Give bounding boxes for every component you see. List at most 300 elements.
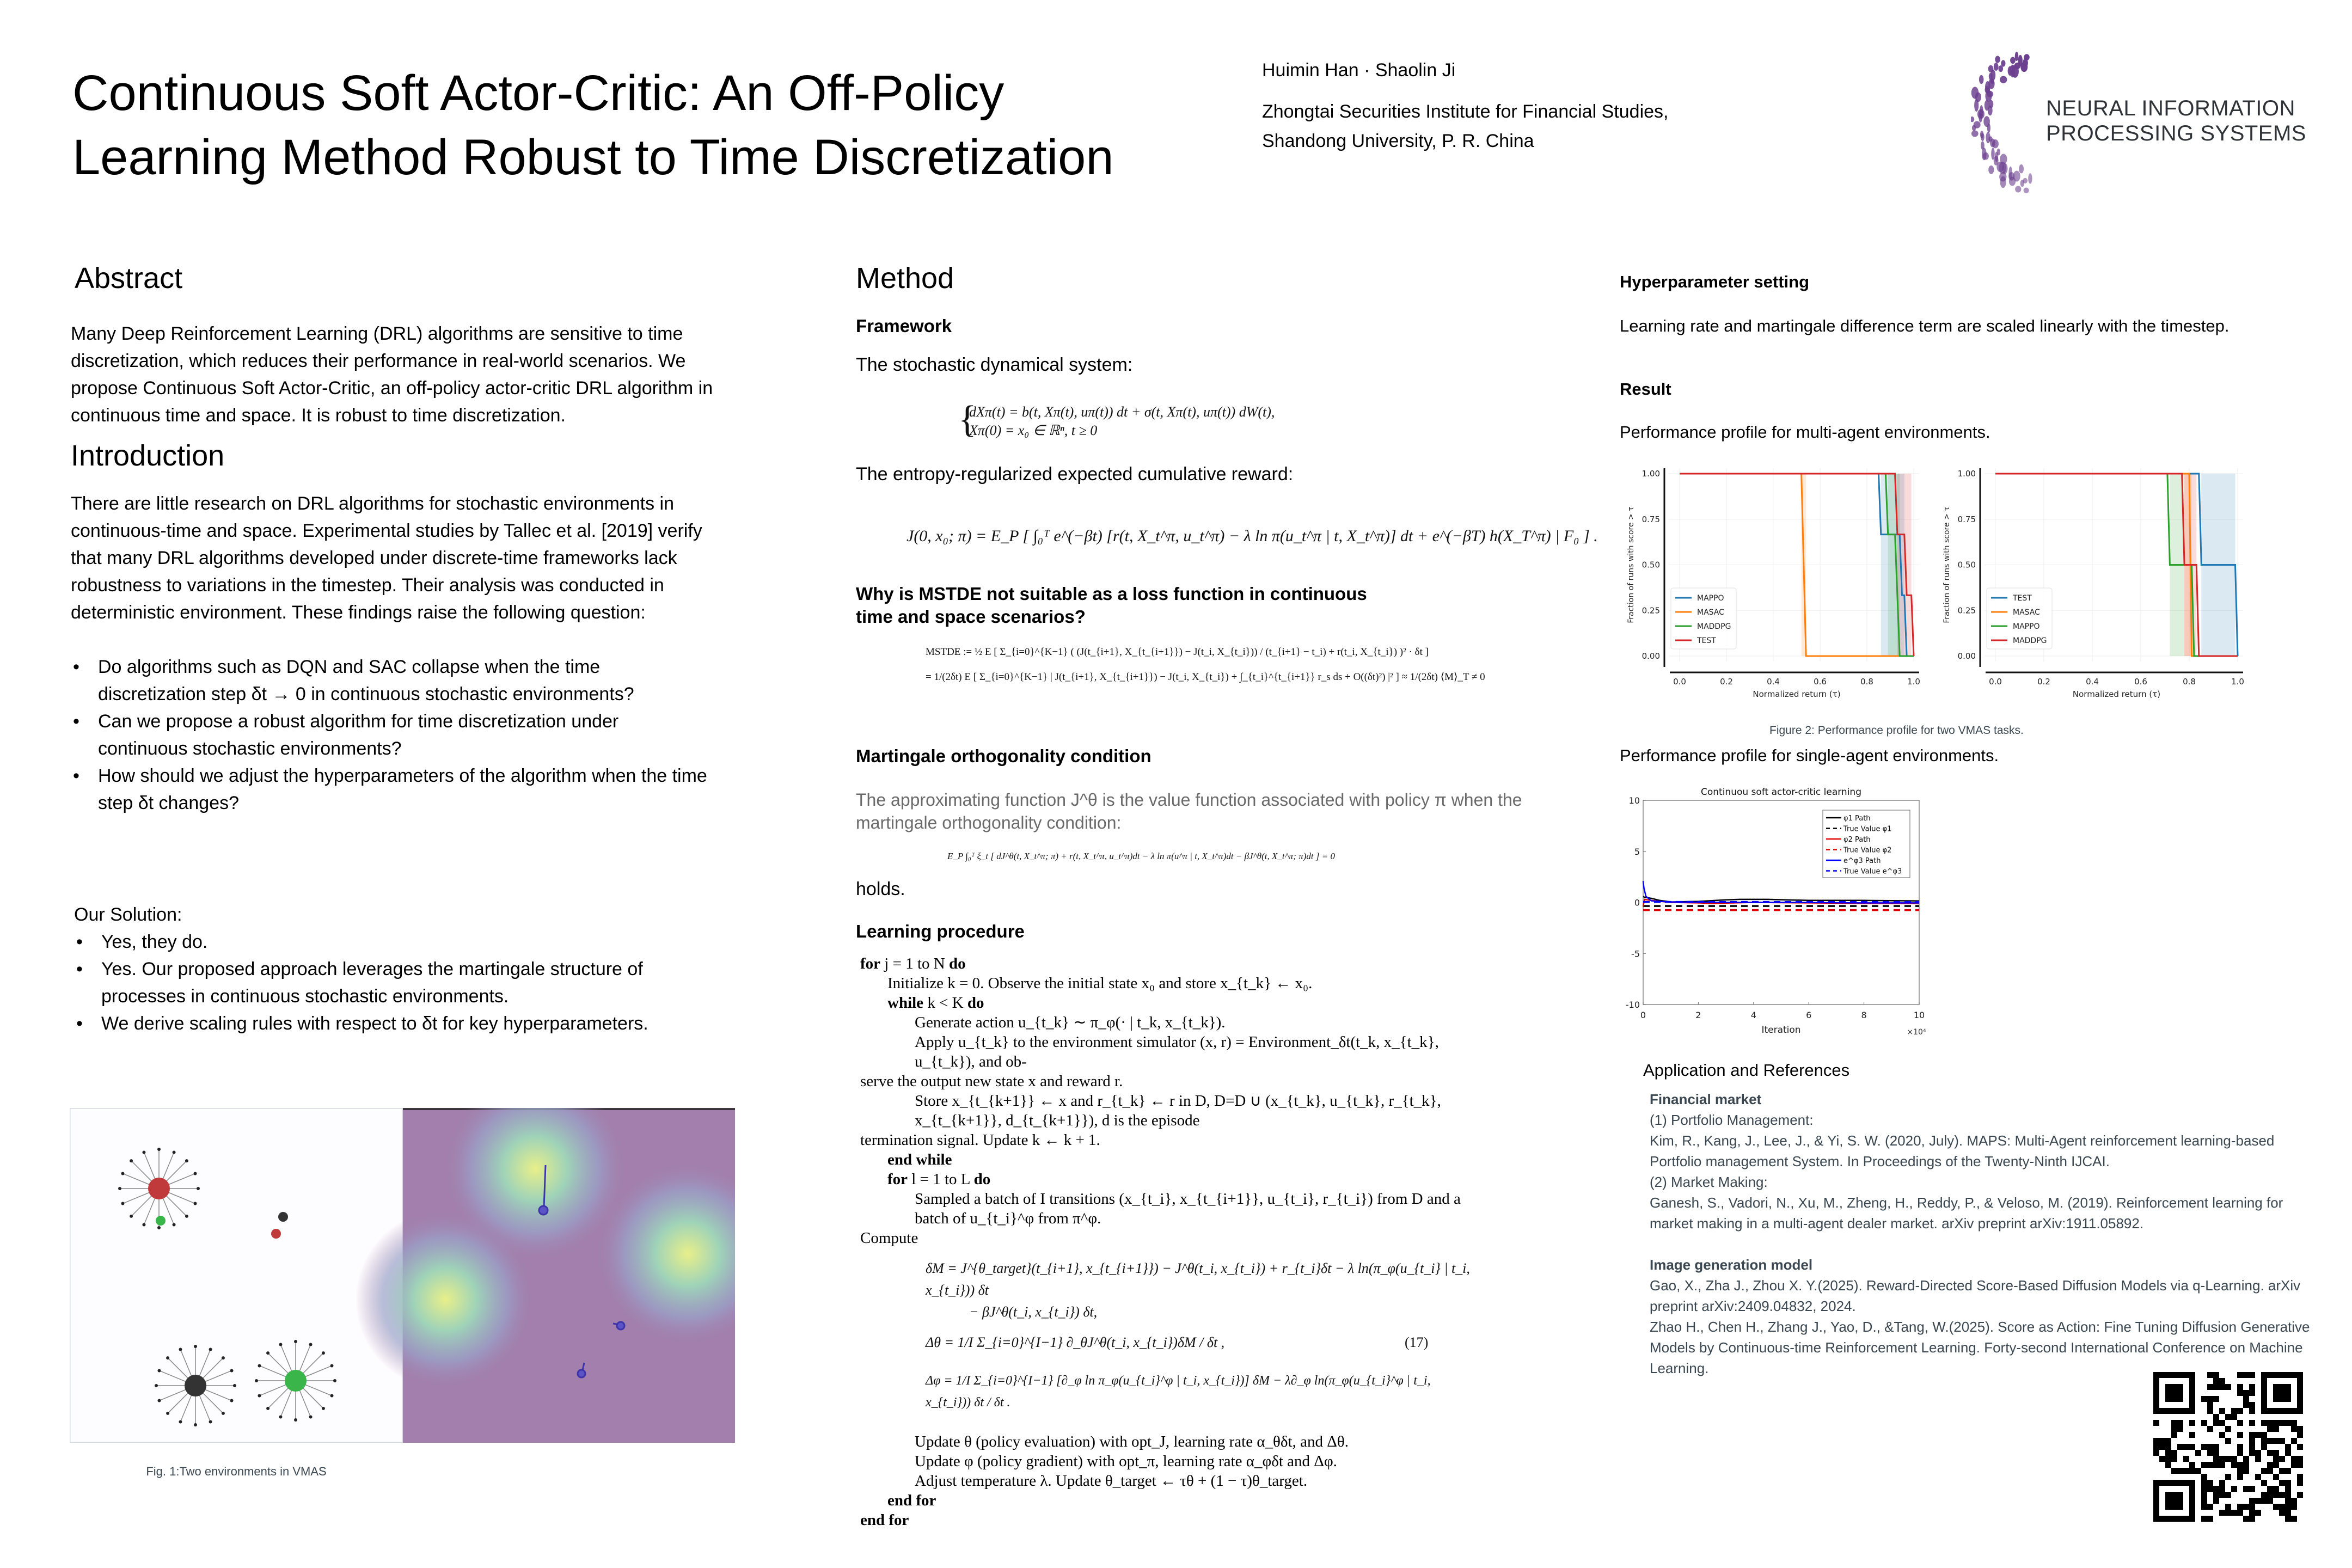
martingale-equation: E_P ∫₀ᵀ ξ_t [ dJ^θ(t, X_t^π; π) + r(t, X_t^π, u_t^π)dt − λ ln π(u^π | t, X_t^π)dt − βJ^θ(t, X_t^π; π)dt ] = 0 — [947, 851, 1335, 861]
x-tick-label: 8 — [1861, 1010, 1867, 1020]
mstde-eq-line-2: = 1/(2δt) E [ Σ_{i=0}^{K−1} | J(t_{i+1}, X_{t_{i+1}}) − J(t_i, X_{t_i}) + ∫_{t_i}^{t_{i+1}} r_s ds + O((δt)²) |² ] ≈ 1/(2δt) ⟨M⟩_T ≠ 0 — [926, 671, 1485, 683]
qr-module — [2297, 1444, 2303, 1450]
sensor-tip — [222, 1356, 225, 1359]
legend-entry: MADDPG — [2013, 636, 2047, 645]
sds-equation — [958, 399, 1275, 440]
qr-module — [2189, 1444, 2195, 1450]
qr-module — [2237, 1462, 2243, 1468]
confidence-band-test — [1897, 474, 1912, 656]
algorithm-line: end while — [887, 1151, 952, 1168]
qr-module — [2183, 1444, 2189, 1450]
sensor-tip — [230, 1369, 234, 1372]
qr-module — [2243, 1396, 2249, 1402]
qr-module — [2279, 1492, 2285, 1498]
qr-module — [2297, 1462, 2303, 1468]
qr-module — [2243, 1504, 2249, 1510]
qr-module — [2231, 1486, 2237, 1492]
x-tick-label: 0.0 — [1989, 677, 2002, 687]
qr-module — [2183, 1468, 2189, 1474]
legend-entry: True Value e^φ3 — [1843, 867, 1902, 876]
qr-module — [2273, 1504, 2279, 1510]
qr-module — [2249, 1408, 2255, 1414]
x-tick-label: 0.0 — [1673, 677, 1686, 687]
qr-module — [2291, 1426, 2297, 1432]
qr-module — [2183, 1456, 2189, 1462]
sensor-tip — [142, 1150, 145, 1154]
sensor-tip — [258, 1364, 261, 1367]
qr-module — [2201, 1504, 2207, 1510]
algorithm-line: while k < K do — [887, 994, 984, 1012]
question-item: • Do algorithms such as DQN and SAC collapse when the time discretization step δt → 0 in continuous stochastic environments? — [71, 653, 713, 708]
legend-entry: MADDPG — [1697, 622, 1731, 631]
algorithm-line: Store x_{t_{k+1}} ← x and r_{t_k} ← r in D, D=D ∪ (x_{t_k}, u_{t_k}, r_{t_k}, x_{t_{k+1}}, d_{t_{k+1}}), d is the episode — [915, 1092, 1441, 1129]
neurips-logo — [1971, 42, 2319, 195]
qr-module — [2261, 1438, 2267, 1444]
qr-module — [2219, 1492, 2225, 1498]
qr-module — [2207, 1504, 2213, 1510]
qr-module — [2255, 1474, 2261, 1480]
reference-item: Ganesh, S., Vadori, N., Xu, M., Zheng, H., Reddy, P., & Veloso, M. (2019). Reinforcement learning for market making in a multi-agent dealer market. arXiv preprint arXiv:1911.05892. — [1650, 1195, 2283, 1232]
env1-background — [70, 1108, 403, 1443]
financial-market-heading: Financial market — [1650, 1091, 1762, 1107]
qr-module — [2273, 1420, 2279, 1426]
eq-delta-phi: Δφ = 1/I Σ_{i=0}^{I−1} [∂_φ ln π_φ(u_{t_i}^φ | t_i, x_{t_i})] δM − λ∂_φ ln(π_φ(u_{t_i}^φ | t_i, x_{t_i})) δt / δt . — [926, 1374, 1431, 1410]
qr-module — [2201, 1498, 2207, 1504]
qr-module — [2249, 1486, 2255, 1492]
qr-module — [2243, 1468, 2249, 1474]
x-tick-label: 0.4 — [1767, 677, 1780, 687]
eq-delta-m-1: δM = J^{θ_target}(t_{i+1}, x_{t_{i+1}}) − J^θ(t_i, x_{t_i}) + r_{t_i}δt − λ ln(π_φ(u_{t_i} | t_i, x_{t_i})) δt — [926, 1260, 1470, 1298]
learning-heading: Learning procedure — [856, 921, 1025, 941]
qr-module — [2231, 1408, 2237, 1414]
qr-module — [2201, 1462, 2207, 1468]
logo-dot — [2019, 164, 2024, 174]
qr-module — [2267, 1462, 2273, 1468]
y-axis-label: Fraction of runs with score > τ — [1627, 506, 1636, 623]
algorithm-line: Compute — [860, 1229, 918, 1247]
update-equations — [860, 1258, 1470, 1413]
x-tick-label: 0.8 — [2183, 677, 2196, 687]
qr-module — [2201, 1492, 2207, 1498]
qr-module — [2207, 1426, 2213, 1432]
logo-dot — [2024, 188, 2029, 193]
qr-module — [2237, 1510, 2243, 1516]
qr-module — [2249, 1402, 2255, 1408]
qr-module — [2219, 1462, 2225, 1468]
sensor-tip — [194, 1423, 197, 1426]
qr-module — [2273, 1450, 2279, 1456]
qr-module — [2225, 1474, 2231, 1480]
qr-module — [2261, 1420, 2267, 1426]
qr-module — [2213, 1372, 2219, 1378]
x-multiplier: ×10⁴ — [1907, 1028, 1926, 1037]
algorithm-line: Update φ (policy gradient) with opt_π, learning rate α_φδt and Δφ. — [915, 1453, 1337, 1470]
sensor-tip — [166, 1412, 169, 1415]
sensor-tip — [157, 1148, 161, 1151]
qr-module — [2213, 1498, 2219, 1504]
sensor-tip — [330, 1394, 334, 1398]
qr-module — [2237, 1390, 2243, 1396]
title-line-2: Learning Method Robust to Time Discretization — [72, 130, 1114, 185]
qr-module — [2237, 1432, 2243, 1438]
qr-module — [2219, 1432, 2225, 1438]
sensor-tip — [194, 1202, 197, 1205]
references-block — [1650, 1089, 2352, 1379]
qr-module — [2153, 1420, 2159, 1426]
qr-module — [2279, 1438, 2285, 1444]
qr-module — [2207, 1396, 2213, 1402]
sensor-tip — [333, 1379, 336, 1382]
x-tick-label: 10 — [1913, 1010, 1925, 1020]
qr-module — [2285, 1480, 2291, 1486]
agent — [539, 1206, 548, 1215]
sensor-tip — [142, 1223, 145, 1227]
qr-module — [2243, 1486, 2249, 1492]
qr-module — [2273, 1486, 2279, 1492]
algorithm-line: Apply u_{t_k} to the environment simulator (x, r) = Environment_δt(t_k, x_{t_k}, u_{t_k}), and ob- — [915, 1033, 1439, 1070]
logo-dot — [1998, 65, 2003, 72]
qr-module — [2297, 1480, 2303, 1486]
logo-dot — [2000, 176, 2006, 188]
qr-module — [2201, 1444, 2207, 1450]
sensor-tip — [255, 1379, 258, 1382]
affiliation-line-1: Zhongtai Securities Institute for Financial Studies, — [1262, 101, 1669, 122]
qr-module — [2249, 1372, 2255, 1378]
qr-module — [2291, 1516, 2297, 1522]
qr-module — [2261, 1432, 2267, 1438]
y-tick-label: 0.50 — [1641, 560, 1660, 570]
logo-dot — [1992, 139, 1999, 148]
algorithm-line: end for — [860, 1511, 909, 1529]
algorithm-line: for j = 1 to N do — [860, 955, 966, 972]
logo-dot — [1995, 56, 2000, 63]
logo-dot — [1971, 117, 1974, 122]
qr-module — [2165, 1450, 2171, 1456]
qr-module — [2171, 1420, 2177, 1426]
qr-module — [2249, 1504, 2255, 1510]
x-tick-label: 4 — [1750, 1010, 1756, 1020]
qr-module — [2291, 1498, 2297, 1504]
equation-number: (17) — [1405, 1334, 1429, 1350]
sensor-tip — [330, 1364, 334, 1367]
qr-module — [2297, 1456, 2303, 1462]
sensor-tip — [179, 1420, 182, 1424]
qr-module — [2243, 1372, 2249, 1378]
x-tick-label: 2 — [1695, 1010, 1701, 1020]
qr-module — [2219, 1384, 2225, 1390]
qr-module — [2255, 1450, 2261, 1456]
hyperparameter-heading: Hyperparameter setting — [1620, 272, 1810, 291]
qr-module — [2207, 1462, 2213, 1468]
qr-module — [2225, 1384, 2231, 1390]
solutions-list — [74, 928, 727, 1037]
y-tick-label: 5 — [1634, 846, 1640, 857]
qr-module — [2219, 1456, 2225, 1462]
qr-module — [2249, 1432, 2255, 1438]
x-tick-label: 0.6 — [1814, 677, 1827, 687]
algorithm-line: end for — [887, 1492, 936, 1509]
research-questions — [71, 653, 713, 817]
qr-module — [2291, 1456, 2297, 1462]
algorithm-end-lines — [860, 1432, 1470, 1530]
martingale-text: The approximating function J^θ is the value function associated with policy π when the martingale orthogonality condition: — [856, 790, 1522, 832]
qr-module — [2153, 1444, 2159, 1450]
sensor-tip — [230, 1399, 234, 1402]
legend-entry: MAPPO — [1697, 594, 1724, 603]
martingale-heading: Martingale orthogonality condition — [856, 746, 1152, 766]
y-tick-label: 0 — [1634, 897, 1640, 908]
qr-module — [2189, 1432, 2195, 1438]
qr-module — [2237, 1444, 2243, 1450]
agent — [185, 1375, 206, 1396]
qr-module — [2201, 1396, 2207, 1402]
qr-module — [2249, 1510, 2255, 1516]
qr-module — [2249, 1516, 2255, 1522]
sds-label: The stochastic dynamical system: — [856, 354, 1133, 375]
logo-dot — [2023, 178, 2028, 183]
image-generation-heading: Image generation model — [1650, 1257, 1813, 1273]
question-item: • How should we adjust the hyperparameters of the algorithm when the time step δt changes? — [71, 762, 713, 817]
qr-module — [2177, 1468, 2183, 1474]
qr-module — [2243, 1390, 2249, 1396]
application-heading: Application and References — [1643, 1061, 1850, 1080]
qr-module — [2249, 1384, 2255, 1390]
y-tick-label: 0.25 — [1957, 605, 1976, 616]
qr-module — [2225, 1510, 2231, 1516]
qr-module — [2267, 1450, 2273, 1456]
qr-module — [2285, 1498, 2291, 1504]
qr-module — [2279, 1420, 2285, 1426]
qr-module — [2225, 1456, 2231, 1462]
qr-module — [2225, 1438, 2231, 1444]
sensor-tip — [294, 1418, 297, 1422]
logo-dot — [2000, 76, 2007, 83]
solution-item: • Yes. Our proposed approach leverages the martingale structure of processes in continuous stochastic environments. — [74, 955, 727, 1010]
y-tick-label: -5 — [1631, 948, 1640, 959]
qr-module — [2159, 1444, 2165, 1450]
qr-module — [2201, 1480, 2207, 1486]
qr-module — [2267, 1420, 2273, 1426]
qr-module — [2273, 1426, 2279, 1432]
qr-module — [2213, 1384, 2219, 1390]
single-agent-chart — [1612, 773, 1938, 1040]
algorithm-line: Sampled a batch of I transitions (x_{t_i}, x_{t_{i+1}}, u_{t_i}, r_{t_i}) from D and a batch of u_{t_i}^φ from π^φ. — [915, 1190, 1461, 1227]
qr-module — [2237, 1504, 2243, 1510]
qr-module — [2291, 1504, 2297, 1510]
qr-module — [2171, 1456, 2177, 1462]
logo-dot — [1994, 63, 1999, 71]
x-axis-label: Iteration — [1761, 1025, 1801, 1036]
algorithm-lines — [860, 954, 1470, 1248]
introduction-text: There are little research on DRL algorithms for stochastic environments in continuous-time and space. Experimental studies by Tallec et al. [2019] verify that many DRL algorithms developed under discrete-time frameworks lack robustness to variations in the timestep. Their analysis was conducted in deterministic environment. These findings raise the following question: — [71, 493, 702, 623]
qr-module — [2201, 1474, 2207, 1480]
sds-eq-line-2: Xπ(0) = x₀ ∈ ℝⁿ, t ≥ 0 — [969, 422, 1098, 438]
qr-module — [2171, 1468, 2177, 1474]
qr-module — [2165, 1444, 2171, 1450]
qr-module — [2267, 1468, 2273, 1474]
sensor-tip — [157, 1226, 161, 1229]
algorithm-block — [860, 954, 1470, 1530]
reference-item: Kim, R., Kang, J., Lee, J., & Yi, S. W. (2020, July). MAPS: Multi-Agent reinforcement learning-based Portfolio management System. In Proceedings of the Twenty-Ninth IJCAI. — [1650, 1132, 2275, 1169]
qr-module — [2189, 1420, 2195, 1426]
qr-module — [2267, 1492, 2273, 1498]
qr-module — [2237, 1474, 2243, 1480]
sensor-tip — [155, 1384, 158, 1387]
holds-text: holds. — [856, 879, 905, 899]
qr-module — [2285, 1486, 2291, 1492]
qr-module — [2207, 1372, 2213, 1378]
brace-icon: { — [958, 399, 977, 440]
heat-source — [356, 1210, 535, 1389]
qr-module — [2249, 1390, 2255, 1396]
sensor-tip — [266, 1351, 270, 1355]
qr-module — [2291, 1438, 2297, 1444]
qr-module — [2267, 1426, 2273, 1432]
question-item: • Can we propose a robust algorithm for time discretization under continuous stochastic environments? — [71, 708, 713, 762]
qr-module — [2213, 1462, 2219, 1468]
x-tick-label: 0.6 — [2134, 677, 2147, 687]
algorithm-line: serve the output new state x and reward r. — [860, 1073, 1123, 1090]
affiliation — [1262, 97, 1669, 156]
qr-module — [2267, 1438, 2273, 1444]
reference-item: (2) Market Making: — [1650, 1174, 1768, 1190]
logo-line-1: NEURAL INFORMATION — [2046, 96, 2295, 120]
sensor-tip — [322, 1351, 325, 1355]
y-tick-label: 1.00 — [1957, 469, 1976, 479]
agent — [617, 1322, 624, 1330]
hyperparameter-text: Learning rate and martingale difference term are scaled linearly with the timestep. — [1620, 316, 2230, 335]
qr-module — [2297, 1474, 2303, 1480]
qr-module — [2213, 1420, 2219, 1426]
logo-text — [2046, 96, 2306, 146]
sensor-tip — [157, 1399, 161, 1402]
qr-module — [2237, 1372, 2243, 1378]
qr-module — [2237, 1408, 2243, 1414]
reward-equation: J(0, x₀; π) = E_P [ ∫₀ᵀ e^(−βt) [r(t, X_t^π, u_t^π) − λ ln π(u_t^π | t, X_t^π)] dt + e^(−βT) h(X_T^π) | F₀ ] . — [906, 527, 1598, 545]
qr-module — [2285, 1492, 2291, 1498]
qr-module — [2243, 1462, 2249, 1468]
qr-module — [2213, 1444, 2219, 1450]
sensor-tip — [322, 1407, 325, 1410]
qr-module — [2297, 1492, 2303, 1498]
abstract-text: Many Deep Reinforcement Learning (DRL) algorithms are sensitive to time discretization, which reduces their performance in real-world scenarios. We propose Continuous Soft Actor-Critic, an off-policy actor-critic DRL algorithm in continuous time and space. It is robust to time discretization. — [71, 323, 713, 426]
legend-entry: True Value φ2 — [1843, 846, 1892, 855]
qr-module — [2237, 1450, 2243, 1456]
qr-module — [2285, 1516, 2291, 1522]
figure-1-caption: Fig. 1:Two environments in VMAS — [146, 1465, 327, 1478]
qr-module — [2243, 1456, 2249, 1462]
qr-module — [2279, 1480, 2285, 1486]
qr-module — [2285, 1510, 2291, 1516]
qr-module — [2237, 1384, 2243, 1390]
single-agent-label: Performance profile for single-agent environments. — [1620, 746, 1999, 765]
legend-entry: φ1 Path — [1843, 814, 1871, 823]
legend-entry: True Value φ1 — [1843, 825, 1892, 834]
qr-module — [2225, 1426, 2231, 1432]
qr-module — [2273, 1438, 2279, 1444]
x-tick-label: 0.8 — [1860, 677, 1873, 687]
algorithm-line: Adjust temperature λ. Update θ_target ← τθ + (1 − τ)θ_target. — [915, 1472, 1308, 1490]
qr-code-icon[interactable] — [2153, 1372, 2303, 1522]
qr-module — [2255, 1510, 2261, 1516]
sensor-tip — [185, 1215, 188, 1218]
sensor-tip — [194, 1172, 197, 1175]
qr-module — [2249, 1438, 2255, 1444]
logo-dot — [2013, 170, 2020, 181]
qr-module — [2189, 1468, 2195, 1474]
qr-module — [2291, 1420, 2297, 1426]
mstde-eq-line-1: MSTDE := ½ E [ Σ_{i=0}^{K−1} ( (J(t_{i+1}, X_{t_{i+1}}) − J(t_i, X_{t_i})) / (t_{i+1} − t_i) + r(t_i, X_{t_i}) )² · δt ] — [926, 646, 1429, 658]
eq-delta-m-2: − βJ^θ(t_i, x_{t_i}) δt, — [969, 1304, 1098, 1320]
vmas-environments-image — [70, 1108, 735, 1443]
qr-module — [2249, 1450, 2255, 1456]
qr-module — [2177, 1426, 2183, 1432]
qr-module — [2207, 1450, 2213, 1456]
legend-entry: MASAC — [2013, 608, 2040, 617]
figure-2-caption: Figure 2: Performance profile for two VMAS tasks. — [1769, 724, 2024, 737]
qr-module — [2285, 1504, 2291, 1510]
sensor-tip — [222, 1412, 225, 1415]
y-tick-label: 0.25 — [1641, 605, 1660, 616]
logo-dot — [2008, 66, 2013, 76]
qr-module — [2213, 1396, 2219, 1402]
qr-module — [2237, 1420, 2243, 1426]
x-tick-label: 1.0 — [1907, 677, 1920, 687]
qr-module — [2261, 1480, 2267, 1486]
qr-module — [2153, 1438, 2159, 1444]
qr-module — [2207, 1516, 2213, 1522]
legend-entry: φ2 Path — [1843, 836, 1871, 844]
qr-module — [2267, 1498, 2273, 1504]
result-heading: Result — [1620, 379, 1671, 399]
solution-item: • We derive scaling rules with respect to δt for key hyperparameters. — [74, 1010, 727, 1037]
y-axis-label: Fraction of runs with score > τ — [1943, 506, 1951, 623]
landmark — [156, 1216, 166, 1226]
qr-module — [2213, 1456, 2219, 1462]
qr-module — [2279, 1468, 2285, 1474]
qr-module — [2285, 1420, 2291, 1426]
solution-item: • Yes, they do. — [74, 928, 727, 955]
qr-module — [2207, 1384, 2213, 1390]
qr-module — [2261, 1444, 2267, 1450]
sensor-tip — [294, 1340, 297, 1343]
sensor-tip — [209, 1420, 212, 1424]
qr-module — [2207, 1486, 2213, 1492]
logo-dot — [1979, 111, 1982, 122]
x-tick-label: 6 — [1806, 1010, 1812, 1020]
sensor-tip — [173, 1150, 176, 1154]
qr-module — [2159, 1456, 2165, 1462]
sensor-tip — [309, 1343, 313, 1346]
agent — [285, 1370, 307, 1392]
qr-module — [2267, 1486, 2273, 1492]
sensor-tip — [279, 1416, 282, 1419]
qr-module — [2219, 1420, 2225, 1426]
legend-entry: TEST — [1697, 636, 1716, 645]
affiliation-line-2: Shandong University, P. R. China — [1262, 131, 1534, 151]
multi-agent-label: Performance profile for multi-agent environments. — [1620, 422, 1990, 442]
legend-entry: MASAC — [1697, 608, 1724, 617]
title-line-1: Continuous Soft Actor-Critic: An Off-Policy — [72, 65, 1004, 121]
qr-module — [2279, 1510, 2285, 1516]
mstde-equation — [926, 640, 1485, 690]
qr-module — [2213, 1378, 2219, 1384]
qr-module — [2231, 1456, 2237, 1462]
qr-module — [2165, 1456, 2171, 1462]
y-tick-label: 0.50 — [1957, 560, 1976, 570]
sensor-tip — [166, 1356, 169, 1359]
logo-dot — [2028, 173, 2032, 183]
